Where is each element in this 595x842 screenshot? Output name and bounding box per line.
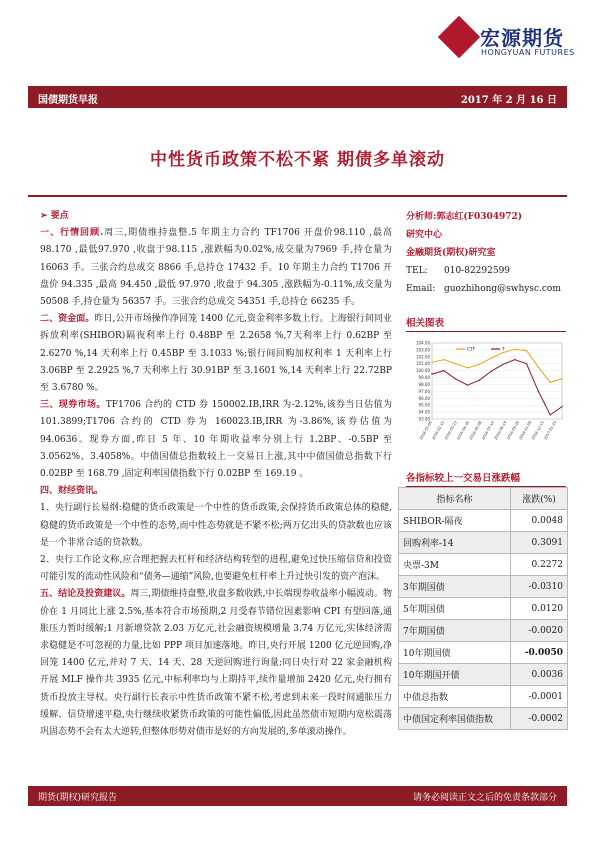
data-point — [431, 362, 432, 363]
y-tick-label: 99.00 — [418, 375, 430, 381]
footer-left: 期货(期权)研究报告 — [38, 793, 118, 803]
y-tick-label: 103.00 — [416, 347, 430, 353]
y-tick-label: 93.00 — [418, 416, 430, 422]
logo-text-en: HONGYUAN FUTURES — [481, 48, 575, 57]
column-header-indicator: 指标名称 — [399, 488, 511, 510]
x-tick-label: 2016-02-15 — [431, 420, 446, 441]
data-point — [443, 370, 444, 371]
data-point — [549, 382, 550, 383]
footer-disclaimer: 请务必阅读正文之后的免责条款部分 — [412, 793, 557, 803]
indicator-change: -0.0020 — [511, 620, 568, 642]
y-tick-label: 101.00 — [416, 361, 430, 367]
highlights-section — [40, 208, 392, 741]
indicator-change: 0.0120 — [511, 598, 568, 620]
title-divider — [28, 195, 567, 197]
paragraph-label: 一、行情回顾. — [40, 228, 104, 239]
table-row — [399, 554, 568, 576]
chart-container — [406, 337, 566, 457]
column-header-change: 涨跌(%) — [511, 488, 568, 510]
highlight-paragraph — [40, 586, 392, 741]
data-point — [538, 366, 539, 367]
indicator-name: 10年期国债 — [399, 642, 511, 664]
indicator-name: 7年期国债 — [399, 620, 511, 642]
paragraph-label: 二、资金面。 — [40, 314, 95, 325]
indicator-change: 0.0036 — [511, 664, 568, 686]
analyst-dept: 研究中心 — [406, 230, 443, 240]
indicator-name: 10年期国开债 — [399, 664, 511, 686]
indicator-name: 3年期国债 — [399, 576, 511, 598]
x-tick-label: 2016-03-23 — [443, 420, 458, 441]
price-line-chart — [406, 337, 566, 457]
x-tick-label: 2016-08-19 — [493, 420, 508, 441]
data-point — [526, 363, 527, 364]
chart-heading: 相关图表 — [406, 315, 566, 332]
y-tick-label: 98.00 — [418, 381, 430, 387]
paragraph-label: 五、结论及投资建议。 — [40, 589, 131, 600]
data-point — [443, 359, 444, 360]
highlight-paragraph — [40, 552, 392, 586]
indicator-change: 0.2272 — [511, 554, 568, 576]
table-row — [399, 532, 568, 554]
indicator-name: 央票-3M — [399, 554, 511, 576]
analyst-office: 金融期货(期权)研究室 — [406, 248, 496, 258]
table-row — [399, 708, 568, 730]
y-tick-label: 95.00 — [418, 402, 430, 408]
indicator-name: 中债国定利率国债指数 — [399, 708, 511, 730]
indicator-change: 0.0048 — [511, 510, 568, 532]
table-row — [399, 598, 568, 620]
x-tick-label: 2016-06-08 — [468, 420, 483, 441]
analyst-email[interactable]: Email: guozhihong@swhysc.com — [406, 284, 561, 294]
table-row — [399, 686, 568, 708]
data-point — [514, 359, 515, 360]
legend-label: CTF — [467, 347, 476, 353]
data-point — [467, 384, 468, 385]
indicator-name: 回购利率-14 — [399, 532, 511, 554]
x-tick-label: 2016-01-04 — [418, 420, 433, 441]
x-tick-label: 2016-09-28 — [506, 420, 520, 441]
data-point — [561, 378, 562, 379]
change-table — [398, 487, 568, 730]
indicator-change: 0.3091 — [511, 532, 568, 554]
indicator-change: -0.0310 — [511, 576, 568, 598]
page-title: 中性货币政策不松不紧 期债多单滚动 — [150, 150, 445, 170]
highlight-paragraph — [40, 225, 392, 311]
x-tick-label: 2016-12-15 — [530, 420, 545, 441]
paragraph-label: 三、现券市场。 — [40, 400, 106, 411]
y-tick-label: 94.00 — [418, 409, 430, 415]
indicator-change: -0.0002 — [511, 708, 568, 730]
data-point — [479, 380, 480, 381]
y-tick-label: 104.00 — [416, 340, 430, 346]
table-row — [399, 642, 568, 664]
data-point — [526, 350, 527, 351]
table-row — [399, 510, 568, 532]
logo-text-cn: 宏源期货 — [480, 26, 564, 50]
change-table-heading: 各指标较上一交易日涨跌幅 — [406, 470, 566, 487]
highlight-paragraph — [40, 500, 392, 552]
y-tick-label: 97.00 — [418, 388, 430, 394]
legend-label: T — [502, 347, 505, 353]
paragraph-text: 1、央行副行长易纲:稳健的货币政策是一个中性的货币政策,会保持货币政策总体的稳健,稳健的货币政策是一个中性的态势,而中性态势就是不紧不松;两万亿出头的贷款数也应该是一个非常合适的贷款数。 — [40, 503, 392, 548]
report-date: 2017 年 2 月 16 日 — [460, 95, 557, 106]
indicator-name: SHIBOR-隔夜 — [399, 510, 511, 532]
x-tick-label: 2016-07-14 — [481, 420, 496, 441]
data-point — [467, 367, 468, 368]
paragraph-label: 四、财经资讯。 — [40, 486, 104, 497]
y-tick-label: 100.00 — [416, 368, 430, 374]
data-point — [431, 373, 432, 374]
highlight-paragraph — [40, 311, 392, 397]
paragraph-text: TF1706 合约的 CTD 券 150002.IB,IRR 为-2.12%,该券当日估值为 101.3899;T1706 合约的 CTD 券为 160023.IB,IRR 为-3.86%,该券估值为 94.0636。现券方面,昨日 5 年、10 年期收益率分别上行 1.2BP、-0.5BP 至 3.0562%、3.4058%。中债国债总指数较上一交易日上涨,其中中债国债总指数下行 0.02BP 至 168.79 ,固定利率国债指数下行 0.02BP 至 169.19 。 — [40, 400, 392, 480]
data-point — [561, 406, 562, 407]
report-type: 国债期货早报 — [38, 95, 98, 106]
data-point — [514, 349, 515, 350]
data-point — [479, 364, 480, 365]
analyst-tel: TEL: 010-82292599 — [406, 266, 511, 276]
table-row — [399, 664, 568, 686]
x-tick-label: 2016-11-09 — [518, 420, 533, 441]
paragraph-text: 昨日,公开市场操作净回笼 1400 亿元,资金利率多数上行。上海银行间同业拆放利率(SHIBOR)隔夜利率上行 0.48BP 至 2.2658 %,7天利率上行 0.62BP 至 2.6270 %,14 天利率上行 0.45BP 至 3.1033 %;银行间回购加权利率 1 天利率上行 3.06BP 至 2.2925 %,7 天利率上行 30.91BP 至 3.1601 %,14 天利率上行 22.72BP 至 3.6780 %。 — [40, 314, 392, 394]
highlights-heading: ➢ 要点 — [40, 211, 69, 221]
y-tick-label: 96.00 — [418, 395, 430, 401]
series-line-T — [432, 360, 562, 415]
highlight-paragraph — [40, 397, 392, 483]
logo-mark-icon — [438, 16, 480, 58]
data-point — [490, 371, 491, 372]
report-banner — [28, 86, 567, 108]
data-point — [490, 358, 491, 359]
indicator-name: 中债总指数 — [399, 686, 511, 708]
table-row — [399, 620, 568, 642]
indicator-name: 5年期国债 — [399, 598, 511, 620]
data-point — [455, 363, 456, 364]
analyst-info — [406, 208, 571, 298]
page-footer — [28, 786, 567, 806]
indicator-change: -0.0001 — [511, 686, 568, 708]
analyst-name: 分析师:郭志红(F0304972) — [406, 212, 523, 222]
indicator-change: -0.0050 — [511, 642, 568, 664]
paragraph-text: 周三,期债维持盘整.5 年期主力合约 TF1706 开盘价98.110 ,最高98.170 ,最低97.970 ,收盘于98.115 ,涨跌幅为0.02%,成交量为7969 手,持仓量为 16063 手。三张合约总成交 8866 手,总持仓 17432 手。10 年期主力合约 T1706 开盘价 94.335 ,最高 94.450 ,最低 97.970 ,收盘于 94.305 ,涨跌幅为-0.11%,成交量为 50508 手,持仓量为 56357 手。三张合约总成交 54351 手,总持仓 66235 手。 — [40, 228, 392, 308]
y-tick-label: 102.00 — [416, 354, 430, 360]
highlight-paragraph — [40, 483, 392, 500]
data-point — [455, 378, 456, 379]
data-point — [538, 391, 539, 392]
paragraph-text: 2、央行工作论文称,应合理把握去杠杆和经济结构转型的进程,避免过快压缩信贷和投资可能引发的流动性风险和“债务—通缩”风险,也要避免杠杆率上升过快引发的资产泡沫。 — [40, 555, 392, 583]
data-point — [502, 364, 503, 365]
plot-area — [432, 343, 562, 419]
data-point — [549, 414, 550, 415]
x-tick-label: 2017-01-23 — [543, 420, 558, 441]
x-tick-label: 2016-04-28 — [456, 420, 471, 441]
paragraph-text: 周三,期债维持盘整,收盘多数收跌,中长端现券收益率小幅波动。物价在 1 月同比上涨 2.5%,基本符合市场预期,2 月受春节错位因素影响 CPI 有望回落,通胀压力暂时缓解;1 月新增贷款 2.03 万亿元,社会融资规模增量 3.74 万亿元,实体经济需求稳健是不可忽视的力量,比如 PPP 项目加速落地。昨日,央行开展 1200 亿元逆回购,净回笼 1400 亿元,并对 7 天、14 天、28 天逆回购进行询量;同日央行对 22 家金融机构开展 MLF 操作共 3935 亿元,中标利率均与上期持平,续作量增加 2420 亿元,央行拥有货币投放主导权。央行副行长表示中性货币政策不紧不松,考虑到未来一段时间通胀压力缓解、信贷增速平稳,央行继续收紧货币政策的可能性偏低,因此虽然债市短期内宽松震荡巩固态势不会有太大逆转,但整体形势对债市是好的方向发展的,多单滚动操作。 — [40, 589, 392, 738]
table-row — [399, 576, 568, 598]
